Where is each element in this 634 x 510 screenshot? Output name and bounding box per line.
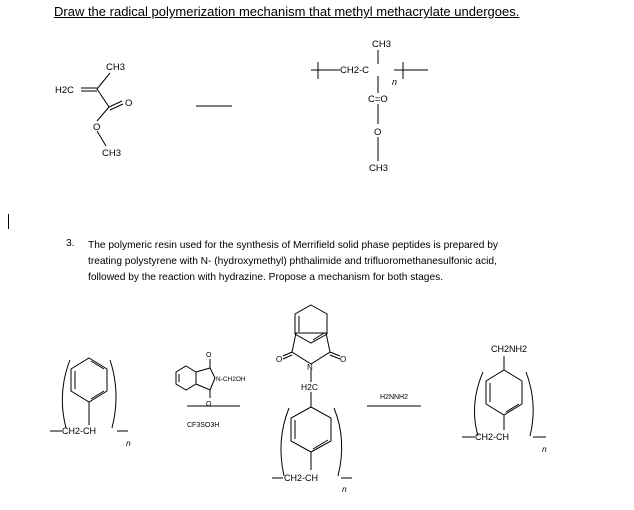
hydroxymethyl-phthalimide-structure [176,359,215,398]
polymer-methyl-label: CH3 [372,39,392,50]
polymer-carbonyl-label: C=O [368,94,388,105]
monomer-methyl-label: CH3 [106,62,126,73]
question-3-line-2: treating polystyrene with N- (hydroxymethyl) phthalimide and trifluoromethanesulfonic acid, [88,256,497,267]
reagent-o-bottom: O [206,401,212,408]
aminomethyl-group-label: CH2NH2 [491,344,528,354]
methylene-linker-label: H2C [301,382,319,392]
polymer-repeat-n: n [392,77,398,87]
reagent-o-top: O [206,352,212,359]
question-1-prompt: Draw the radical polymerization mechanism that methyl methacrylate undergoes. [54,4,520,19]
question-3-number: 3. [66,238,75,249]
mma-monomer-structure [81,73,123,146]
question-3-line-1: The polymeric resin used for the synthesis of Merrifield solid phase peptides is prepared by [88,240,498,251]
acid-catalyst-label: CF3SO3H [187,422,220,429]
product-repeat-n: n [542,444,547,454]
intermediate-repeat-n: n [342,484,347,494]
phthalimide-o-right: O [340,355,347,364]
polymer-ester-methyl: CH3 [369,163,389,174]
polymer-chain-label: CH2-C [340,65,370,76]
monomer-alkene-label: H2C [55,85,75,96]
question-3-line-3: followed by the reaction with hydrazine. Propose a mechanism for both stages. [88,272,444,283]
polystyrene-backbone-label: CH2-CH [62,426,97,436]
monomer-ester-methyl: CH3 [102,148,122,159]
polystyrene-repeat-n: n [126,438,131,448]
polystyrene-structure [50,358,128,431]
phthalimide-o-left: O [276,355,283,364]
pmma-structure [311,50,428,161]
intermediate-backbone-label: CH2-CH [284,473,319,483]
reagent-hydroxymethyl-label: N-CH2OH [216,376,246,383]
hydrazine-label: H2NNH2 [380,394,409,401]
product-backbone-label: CH2-CH [475,432,510,442]
monomer-ester-o: O [93,122,101,133]
aminomethyl-polystyrene-structure [462,356,546,437]
phthalimide-n: N [307,363,313,372]
monomer-carbonyl-o: O [125,98,133,109]
polymer-ester-o: O [374,127,382,138]
